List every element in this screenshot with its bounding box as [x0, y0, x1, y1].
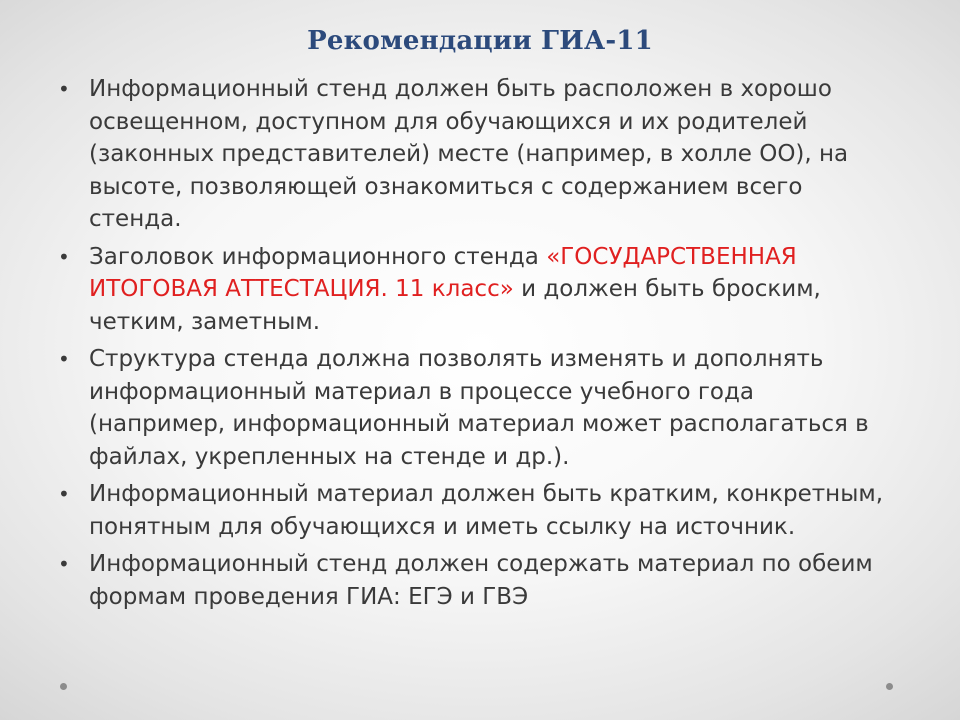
bullet-dot-icon: • — [58, 347, 70, 371]
bullet-text-after: и должен быть броским, четким, заметным. — [89, 276, 821, 335]
bullet-text: Информационный стенд должен содержать материал по обеим формам проведения ГИА: ЕГЭ и ГВЭ — [89, 551, 873, 610]
bullet-item — [58, 241, 888, 339]
bullet-dot-icon: • — [58, 482, 70, 506]
bullet-item — [58, 73, 888, 236]
bullet-text: Структура стенда должна позволять изменять и дополнять информационный материал в процессе учебного года (например, информационный материал может располагаться в файлах, укрепленных на стенде и др.). — [89, 346, 869, 470]
highlighted-stand-title: «ГОСУДАРСТВЕННАЯ ИТОГОВАЯ АТТЕСТАЦИЯ. 11 класс» — [89, 243, 797, 302]
corner-dot-right-icon — [886, 683, 893, 690]
bullet-list — [58, 73, 888, 618]
bullet-dot-icon: • — [58, 77, 70, 101]
bullet-text: Информационный стенд должен быть расположен в хорошо освещенном, доступном для обучающихся и их родителей (законных представителей) месте (например, в холле ОО), на высоте, позволяющей ознакомиться с содержанием всего стенда. — [89, 76, 849, 232]
slide-title: Рекомендации ГИА-11 — [307, 26, 653, 56]
bullet-dot-icon: • — [58, 552, 70, 576]
bullet-text: Информационный материал должен быть кратким, конкретным, понятным для обучающихся и иметь ссылку на источник. — [89, 481, 884, 540]
bullet-item — [58, 343, 888, 473]
bullet-text-before: Заголовок информационного стенда — [89, 243, 547, 270]
bullet-dot-icon: • — [58, 244, 70, 269]
corner-dot-left-icon — [60, 683, 67, 690]
bullet-item — [58, 548, 888, 613]
bullet-item — [58, 478, 888, 543]
